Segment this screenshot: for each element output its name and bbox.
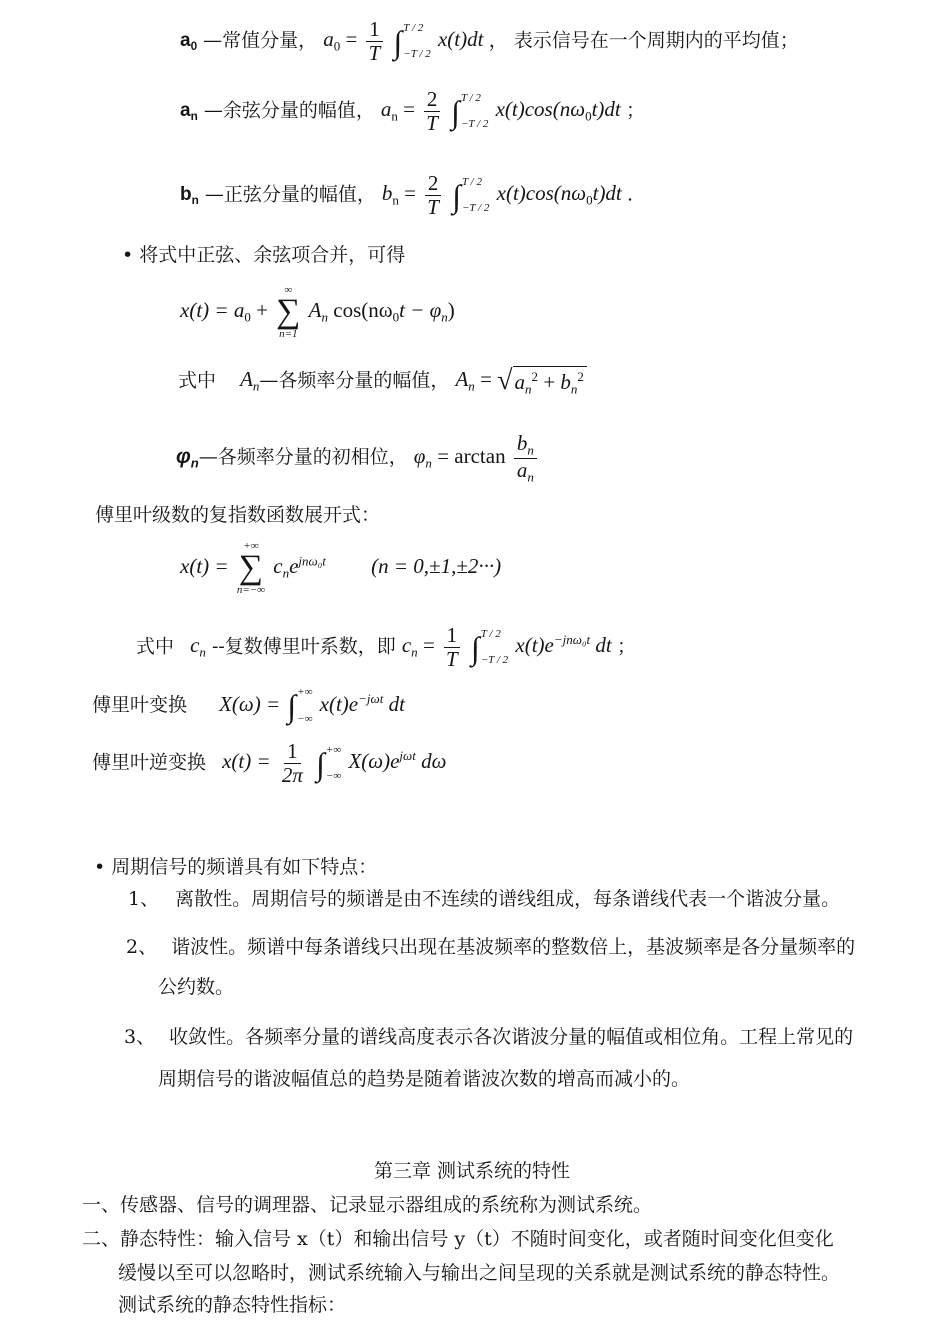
phase-desc: —各频率分量的初相位， [198,446,408,469]
spectrum-item-number: 1、 [128,888,160,910]
amplitude-formula: $A_n$ = √ $a_n^2 + b_n^2$ [455,367,586,391]
cn-definition [136,624,636,671]
amplitude-symbol: $A_n$ [240,367,260,394]
bn-tail: . [627,183,634,206]
an-tail: ； [626,99,646,122]
spectrum-item-text: 离散性。周期信号的频谱是由不连续的谱线组成，每条谱线代表一个谐波分量。 [175,888,841,910]
bn-formula: $b_n$ = $\frac{2}{T}$ ∫ T / 2 −T / 2 $x(t)\cos(n\omega_0t)dt$ [381,171,622,220]
spectrum-item-2-cont: 公约数。 [158,976,235,998]
spectrum-item-2 [126,936,855,959]
inverse-fourier-transform [92,740,446,787]
bn-symbol: $b_n$ [180,184,199,208]
spectrum-item-3-cont: 周期信号的谐波幅值总的趋势是随着谐波次数的增高而减小的。 [158,1068,691,1090]
amplitude-definition [178,366,587,397]
spectrum-item-number: 3、 [124,1026,156,1048]
cn-tail: ； [616,635,636,658]
a0-tail: ， 表示信号在一个周期内的平均值； [488,29,799,52]
cn-symbol: $c_n$ [190,633,206,660]
inverse-fourier-transform-formula: x(t) = $\frac{1}{2\pi}$ ∫ +∞ −∞ $X(\omega)e^{j\omega t}$ dω [222,739,447,788]
chapter-paragraph-2a: 二、静态特性：输入信号 x（t）和输出信号 y（t）不随时间变化，或者随时间变化但变化 [82,1228,834,1250]
an-definition [180,88,645,135]
spectrum-item-3 [124,1026,853,1049]
cn-prefix: 式中 [136,635,175,658]
an-symbol: $a_n$ [180,100,198,124]
a0-formula: $a_0$ = $\frac{1}{T}$ ∫ T / 2 −T / 2 x(t)dt [323,17,484,66]
combine-intro: • 将式中正弦、余弦项合并，可得 [122,244,406,266]
amplitude-desc: —各频率分量的幅值， [259,369,450,392]
a0-symbol: $a_0$ [180,30,198,54]
fourier-transform-label: 傅里叶变换 [92,693,188,716]
cn-desc: --复数傅里叶系数，即 [211,635,396,658]
phase-formula: $\varphi_n = \arctan$ $\frac{b_n}{a_n}$ [414,444,540,468]
phase-definition [176,432,540,485]
bn-definition [180,172,633,219]
spectrum-item-number: 2、 [126,936,158,958]
a0-desc: —常值分量， [203,29,318,52]
fourier-transform-formula: X(ω) = ∫ +∞ −∞ $x(t)e^{-j\omega t}$ dt [219,686,405,725]
inverse-fourier-transform-label: 傅里叶逆变换 [92,751,207,774]
chapter-title: 第三章 测试系统的特性 [374,1160,571,1182]
an-formula: $a_n$ = $\frac{2}{T}$ ∫ T / 2 −T / 2 $x(t)\cos(n\omega_0t)dt$ [380,87,621,136]
complex-series-formula: x(t) = +∞ ∑ n=−∞ $c_ne^{jn\omega_0t}$ (n = 0,±1,±2···) [180,540,502,597]
fourier-transform [92,686,405,726]
chapter-paragraph-2b: 缓慢以至可以忽略时，测试系统输入与输出之间呈现的关系就是测试系统的静态特性。 [118,1262,841,1284]
spectrum-item-text: 收敛性。各频率分量的谱线高度表示各次谐波分量的幅值或相位角。工程上常见的 [169,1026,854,1048]
spectrum-intro: • 周期信号的频谱具有如下特点： [94,856,378,878]
chapter-paragraph-1: 一、传感器、信号的调理器、记录显示器组成的系统称为测试系统。 [82,1194,653,1216]
combined-formula: $x(t) = a_0$ + ∞ ∑ n=1 $A_n$ $\cos(n\omega_0t - \varphi_n)$ [180,284,455,341]
phase-symbol: $\varphi_n$ [176,445,199,471]
a0-definition [180,18,799,65]
complex-series-intro: 傅里叶级数的复指数函数展开式： [95,504,381,526]
an-desc: —余弦分量的幅值， [203,99,375,122]
spectrum-item-1 [128,888,840,911]
spectrum-item-text: 谐波性。频谱中每条谱线只出现在基波频率的整数倍上，基波频率是各分量频率的 [171,936,856,958]
bn-desc: —正弦分量的幅值， [204,183,376,206]
amplitude-prefix: 式中 [178,369,217,392]
cn-formula: $c_n$ = $\frac{1}{T}$ ∫ T / 2 −T / 2 $x(t)e^{-jn\omega_0t}$ dt [401,623,612,672]
chapter-paragraph-2c: 测试系统的静态特性指标： [118,1294,347,1316]
